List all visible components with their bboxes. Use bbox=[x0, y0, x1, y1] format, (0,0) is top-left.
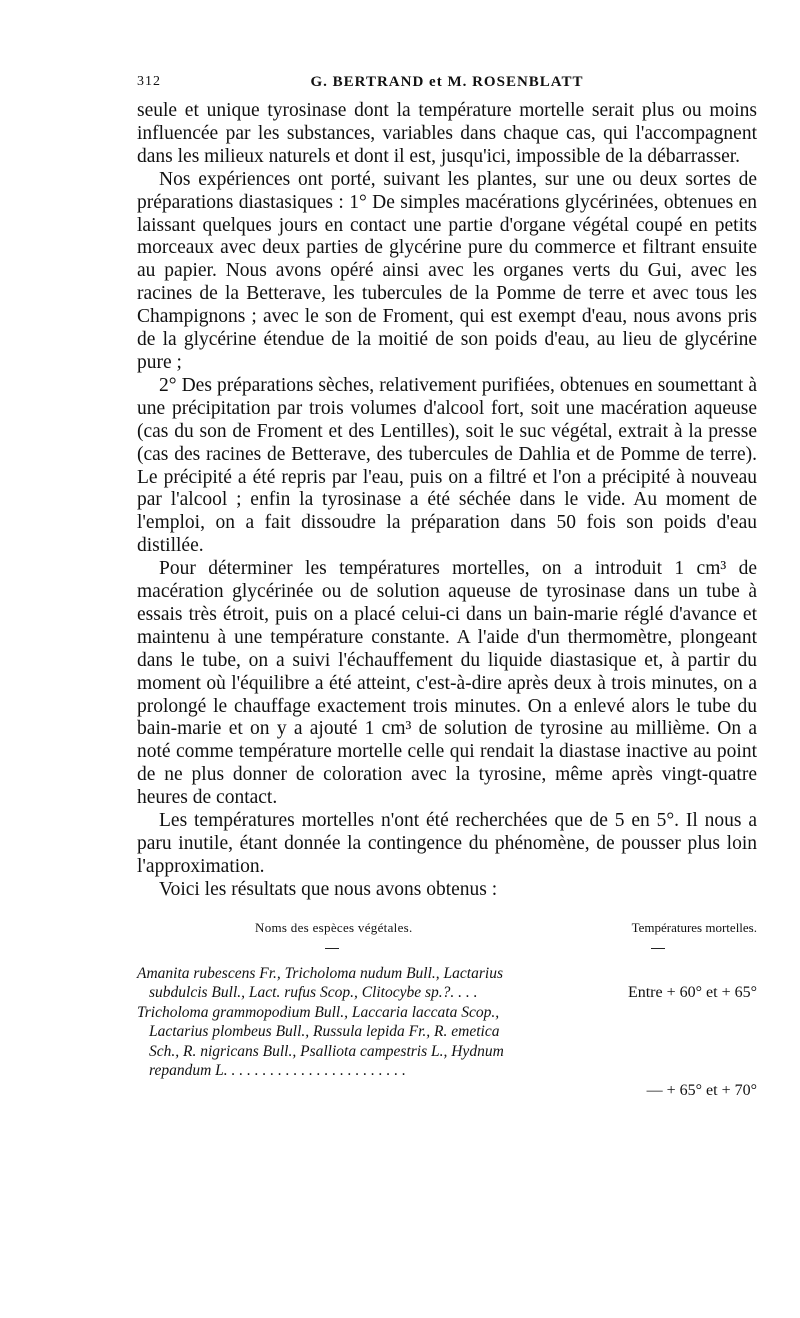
species-line: subdulcis Bull., Lact. rufus Scop., Clitocybe sp.?. . . . bbox=[149, 984, 478, 1002]
paragraph: Nos expériences ont porté, suivant les plantes, sur une ou deux sortes de préparations diastasiques : 1° De simples macérations glycérinées, obtenues en laissant quelques jours en contact une partie d'organe végétal coupé en petits morceaux avec deux parties de glycérine pure du commerce et filtrant ensuite au papier. Nous avons opéré ainsi avec les organes verts du Gui, avec les racines de la Betterave, les tubercules de la Pomme de terre et avec tous les Champignons ; avec le son de Froment, qui est exempt d'eau, nous avons pris de la glycérine étendue de la moitié de son poids d'eau, au lieu de glycérine pure ; bbox=[137, 168, 757, 373]
paragraph: Voici les résultats que nous avons obtenus : bbox=[159, 878, 498, 900]
running-title: G. BERTRAND et M. ROSENBLATT bbox=[310, 74, 584, 90]
results-table bbox=[137, 964, 757, 1099]
page-number: 312 bbox=[137, 74, 161, 89]
table-row bbox=[137, 1003, 757, 1099]
header-dash bbox=[325, 948, 339, 949]
species-list bbox=[137, 1003, 569, 1081]
header-rule-row bbox=[137, 946, 757, 964]
table-row bbox=[137, 964, 757, 1003]
body-text bbox=[137, 100, 757, 902]
column-header-species: Noms des espèces végétales. bbox=[255, 919, 413, 935]
paragraph: Les températures mortelles n'ont été recherchées que de 5 en 5°. Il nous a paru inutile, étant donnée la contingence du phénomène, de pousser plus loin l'approximation. bbox=[137, 810, 757, 877]
species-list bbox=[137, 964, 569, 1003]
document-page bbox=[137, 70, 757, 1099]
species-line: repandum L. . . . . . . . . . . . . . . . . . . . . . . . bbox=[149, 1062, 406, 1080]
paragraph: 2° Des préparations sèches, relativement purifiées, obtenues en soumettant à une précipitation par trois volumes d'alcool fort, soit une macération aqueuse (cas du son de Froment et des Lentilles), soit le suc végétal, extrait à la presse (cas des racines de Betterave, des tubercules de Dahlia et de Pomme de terre). Le précipité a été repris par l'eau, puis on a filtré et l'on a précipité à nouveau par l'alcool ; enfin la tyrosinase a été séchée dans le vide. Au moment de l'emploi, on a fait dissoudre la préparation dans 50 fois son poids d'eau distillée. bbox=[137, 374, 757, 557]
lethal-temperature: — + 65° et + 70° bbox=[646, 1081, 757, 1099]
running-header bbox=[137, 70, 757, 100]
species-line: Amanita rubescens Fr., Tricholoma nudum Bull., Lactarius bbox=[137, 964, 503, 982]
species-line: Sch., R. nigricans Bull., Psalliota campestris L., Hydnum bbox=[149, 1042, 504, 1060]
header-dash bbox=[651, 948, 665, 949]
species-line: Tricholoma grammopodium Bull., Laccaria laccata Scop., bbox=[137, 1003, 500, 1021]
lethal-temperature: Entre + 60° et + 65° bbox=[627, 984, 757, 1002]
paragraph: Pour déterminer les températures mortelles, on a introduit 1 cm³ de macération glycérinée ou de solution aqueuse de tyrosinase dans un tube à essais très étroit, puis on a placé celui-ci dans un bain-marie réglé d'avance et maintenu à une température constante. A l'aide d'un thermomètre, plongeant dans le tube, on a suivi l'échauffement du liquide diastasique et, à partir du moment où l'équilibre a été atteint, c'est-à-dire après deux à trois minutes, on a prolongé le chauffage exactement trois minutes. On a enlevé alors le tube du bain-marie et on y a ajouté 1 cm³ de solution de tyrosine au millième. On a noté comme température mortelle celle qui rendait la diastase inactive au point de ne plus donner de coloration avec la tyrosine, même après vingt-quatre heures de contact. bbox=[137, 558, 757, 809]
table-header bbox=[137, 920, 757, 946]
column-header-temperatures: Températures mortelles. bbox=[631, 919, 757, 935]
paragraph: seule et unique tyrosinase dont la température mortelle serait plus ou moins influencée par les substances, variables dans chaque cas, qui l'accompagnent dans les milieux naturels et dont il est, jusqu'ici, impossible de la débarrasser. bbox=[137, 100, 757, 167]
species-line: Lactarius plombeus Bull., Russula lepida Fr., R. emetica bbox=[149, 1023, 500, 1041]
